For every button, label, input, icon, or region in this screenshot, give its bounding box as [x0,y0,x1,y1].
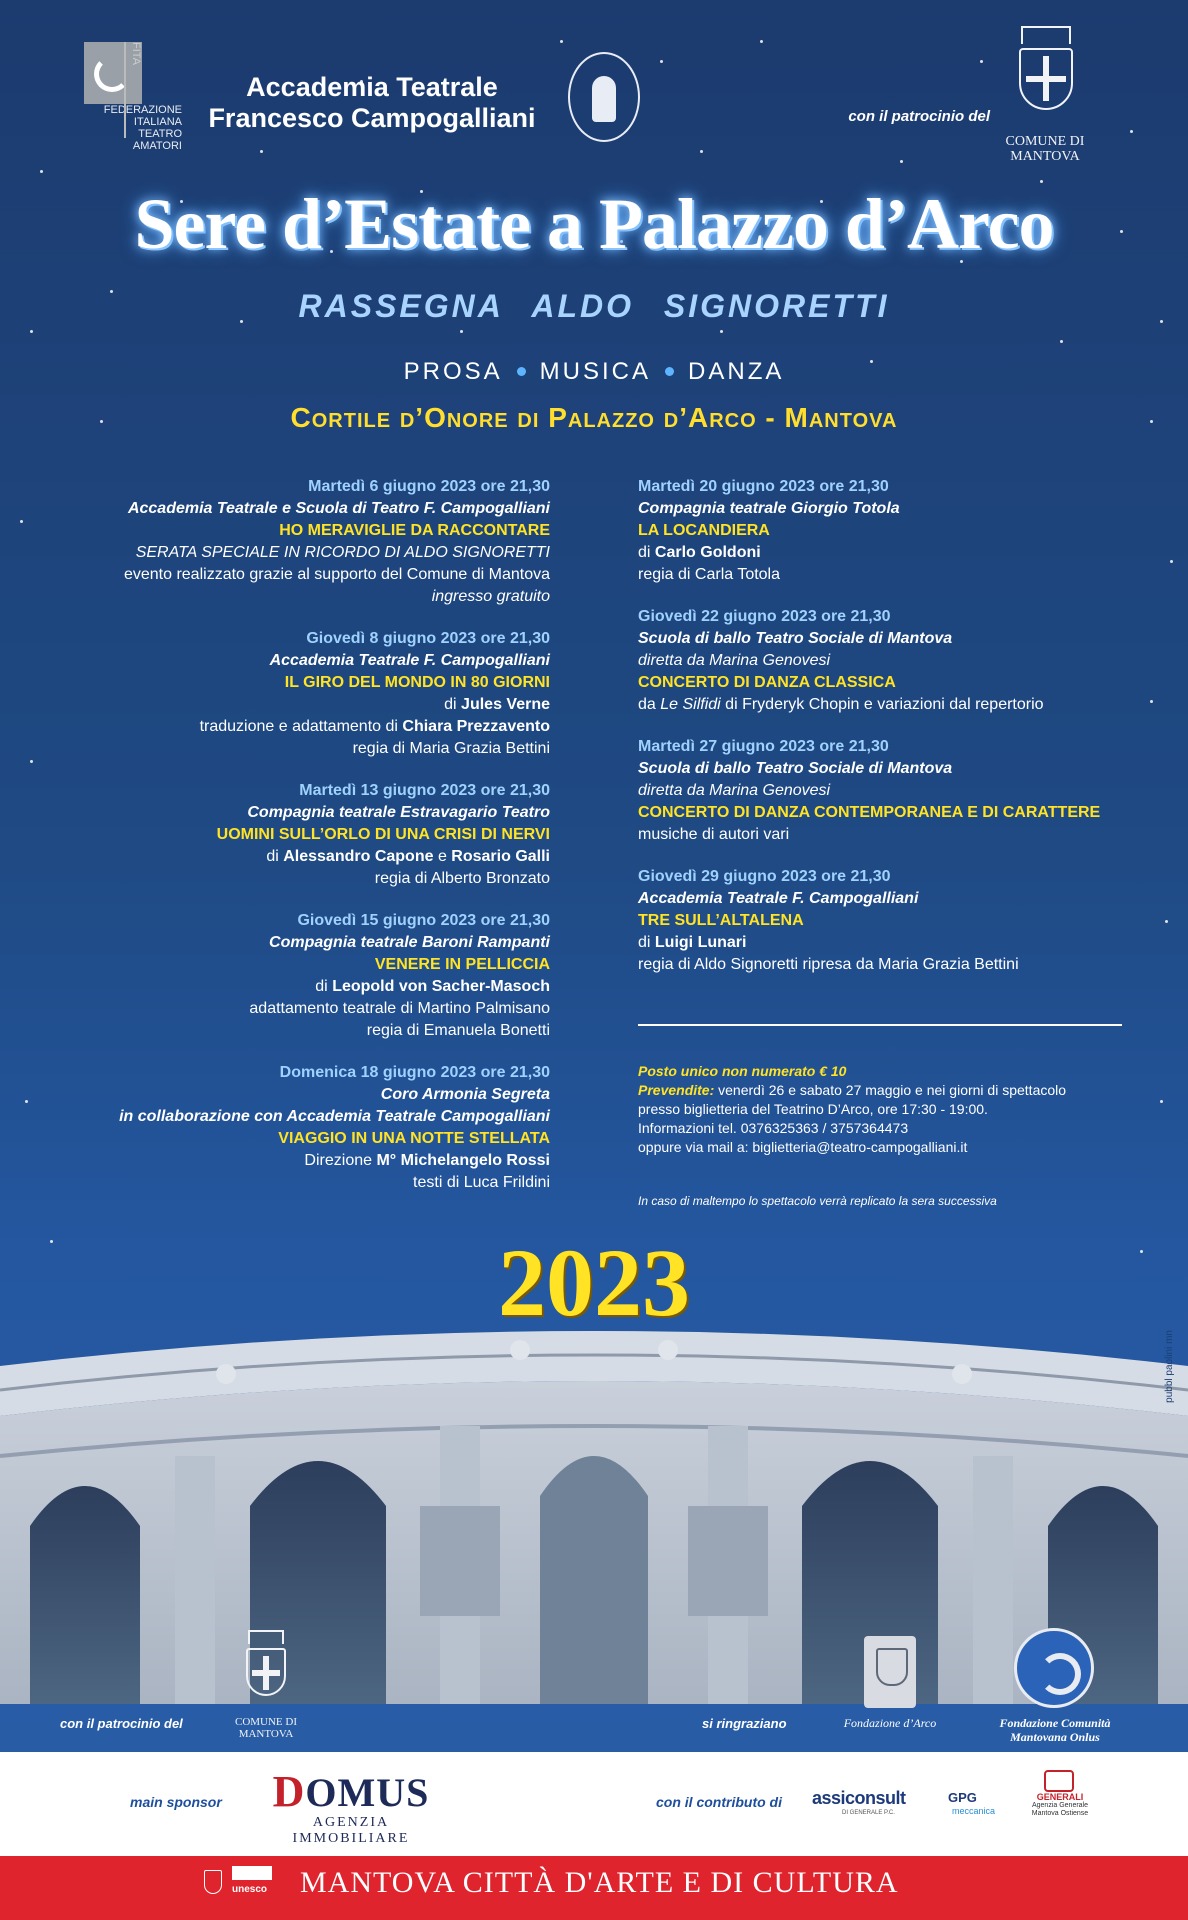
info-divider [638,1024,1122,1026]
academy-line-2: Francesco Campogalliani [208,103,536,133]
event [60,780,550,890]
events-left-column [60,476,550,1214]
presale [638,1081,1138,1100]
star [1170,560,1173,563]
domus-name [256,1767,446,1816]
domus-initial: D [272,1767,306,1816]
venue: Cortile d’Onore di Palazzo d’Arco - Mantova [290,402,898,433]
academy-seal-icon [568,52,640,142]
main-title: Sere d’Estate a Palazzo d’Arco [134,184,1054,264]
event-work: Le Silfidi [660,696,721,713]
event-detail: traduzione e adattamento di Chiara Prezzavento [199,718,550,735]
patron-label-top: con il patrocinio del [848,108,990,125]
star [700,150,703,153]
event [638,736,1138,846]
event-date: Giovedì 29 giugno 2023 ore 21,30 [638,868,891,885]
main-sponsor-label: main sponsor [130,1794,222,1810]
event-company: Scuola di ballo Teatro Sociale di Mantova [638,760,953,777]
event-title: LA LOCANDIERA [638,522,770,539]
event-detail: Direzione M° Michelangelo Rossi [304,1152,550,1169]
events-right-column [638,476,1138,996]
lion-icon [1044,1770,1074,1792]
event-date: Giovedì 8 giugno 2023 ore 21,30 [306,630,550,647]
fondazione-comunita-logo-icon [1014,1628,1094,1708]
event-title: TRE SULL’ALTALENA [638,912,804,929]
fondazione-comunita-label [960,1716,1150,1744]
event-title: UOMINI SULL’ORLO DI UNA CRISI DI NERVI [216,826,550,843]
star [1060,340,1063,343]
event-author: Leopold von Sacher-Masoch [332,978,550,995]
event-date: Martedì 13 giugno 2023 ore 21,30 [299,782,550,799]
star [1130,130,1133,133]
event-detail: regia di Aldo Signoretti ripresa da Maria Grazia Bettini [638,956,1019,973]
weather-note: In caso di maltempo lo spettacolo verrà replicato la sera successiva [638,1194,997,1208]
event-author: M° Michelangelo Rossi [376,1152,550,1169]
event-detail: di Carlo Goldoni [638,544,761,561]
comune-label [222,1716,310,1740]
academy-line-1: Accademia Teatrale [246,72,498,102]
fondazione-arco-logo-icon [864,1636,916,1708]
event-company: Compagnia teatrale Baroni Rampanti [269,934,550,951]
star [760,40,763,43]
event-company-director: diretta da Marina Genovesi [638,782,831,799]
event-company: Compagnia teatrale Giorgio Totola [638,500,900,517]
comune-line-2: MANTOVA [238,1728,294,1740]
star [720,330,723,333]
event-date: Giovedì 22 giugno 2023 ore 21,30 [638,608,891,625]
event-author: Luigi Lunari [654,934,747,951]
academy-name [182,72,562,134]
star [980,60,983,63]
event-date: Giovedì 15 giugno 2023 ore 21,30 [297,912,550,929]
thanks-label: si ringraziano [702,1716,787,1731]
event-company: Coro Armonia Segreta [380,1086,550,1103]
genre-danza: DANZA [688,358,785,385]
event-detail: testi di Luca Frildini [413,1174,550,1191]
fondazione-arco-label: Fondazione d’Arco [843,1716,937,1730]
gpg-sub: meccanica [952,1806,996,1816]
event-detail: di Alessandro Capone e Rosario Galli [266,848,550,865]
event-detail: di Luigi Lunari [638,934,747,951]
footer-logos [204,1862,282,1912]
bullet-icon [517,367,526,376]
event-company-collab: in collaborazione con Accademia Teatrale Campogalliani [119,1108,550,1125]
assiconsult-logo: assiconsult [812,1788,906,1808]
event-company: Accademia Teatrale F. Campogalliani [638,890,919,907]
event-title: CONCERTO DI DANZA CLASSICA [638,674,896,691]
generali-logo [1020,1770,1100,1818]
star [260,150,263,153]
event-title: VIAGGIO IN UNA NOTTE STELLATA [278,1130,550,1147]
fondazione-line-1: Fondazione Comunità [999,1716,1111,1730]
event-detail: regia di Maria Grazia Bettini [352,740,550,757]
star [1150,700,1153,703]
star [1165,920,1168,923]
ticket-info [638,1062,1138,1157]
event-company: Scuola di ballo Teatro Sociale di Mantova [638,630,953,647]
event-author: Alessandro Capone [283,848,434,865]
star [660,60,663,63]
presale-text: venerdì 26 e sabato 27 maggio e nei giorni di spettacolo [714,1082,1067,1098]
event-detail: regia di Alberto Bronzato [374,870,550,887]
event-date: Martedì 27 giugno 2023 ore 21,30 [638,738,889,755]
info-phone: Informazioni tel. 0376325363 / 3757364473 [638,1120,909,1136]
event-detail: musiche di autori vari [638,826,790,843]
event-detail: di Jules Verne [444,696,550,713]
event-company: Accademia Teatrale e Scuola di Teatro F. Campogalliani [127,500,550,517]
event [638,866,1138,976]
event-title: VENERE IN PELLICCIA [374,956,550,973]
comune-line-2: MANTOVA [1010,149,1080,164]
event-author: Carlo Goldoni [654,544,761,561]
event [60,628,550,760]
fita-line: FEDERAZIONE [103,104,182,116]
fondazione-line-2: Mantovana Onlus [1010,1730,1100,1744]
unesco-temple-icon [232,1866,272,1880]
footer-text: MANTOVA CITTÀ D'ARTE E DI CULTURA [300,1866,899,1899]
crown-icon [248,1630,284,1644]
comune-label [995,134,1095,164]
event-author: Jules Verne [461,696,550,713]
event-detail: evento realizzato grazie al supporto del Comune di Mantova [123,566,550,583]
event-title: IL GIRO DEL MONDO IN 80 GIORNI [284,674,550,691]
fita-line: AMATORI [132,140,182,152]
event [638,606,1138,716]
crest-icon [246,1648,286,1696]
star [40,170,43,173]
subtitle: RASSEGNA ALDO SIGNORETTI [298,288,890,324]
comune-line-1: COMUNE DI [234,1716,298,1728]
star [30,760,33,763]
generali-name: GENERALI [1036,1792,1084,1802]
fita-line: TEATRO [138,128,182,140]
event-title: HO MERAVIGLIE DA RACCONTARE [279,522,550,539]
generali-sub: Agenzia Generale Mantova Ostiense [1031,1802,1089,1817]
event-detail: adattamento teatrale di Martino Palmisano [249,1000,550,1017]
comune-logo-bottom [228,1626,304,1744]
domus-rest: OMUS [305,1770,430,1815]
info-line: presso biglietteria del Teatrino D’Arco, ore 17:30 - 19:00. [638,1101,988,1117]
event-detail: ingresso gratuito [431,588,550,605]
comune-line-1: COMUNE DI [1005,134,1085,149]
event [60,910,550,1042]
domus-sub: AGENZIA IMMOBILIARE [292,1815,410,1846]
credit-text: pubbl paolini mn [1164,1330,1175,1403]
event-detail: regia di Emanuela Bonetti [366,1022,550,1039]
event-date: Martedì 6 giugno 2023 ore 21,30 [308,478,550,495]
event-author: Chiara Prezzavento [402,718,550,735]
event-detail: regia di Carla Totola [638,566,781,583]
domus-logo [256,1767,446,1847]
year: 2023 [498,1229,690,1336]
star [900,160,903,163]
city-crest-icon [204,1870,222,1894]
unesco-label: unesco [232,1884,268,1895]
price: Posto unico non numerato € 10 [638,1063,847,1079]
star [30,330,33,333]
comune-logo-top [995,22,1095,164]
star [560,40,563,43]
crown-icon [1021,26,1071,44]
assiconsult-sub: DI GENERALE P.C. [842,1810,895,1816]
event [60,476,550,608]
star [460,330,463,333]
crest-icon [1019,48,1073,110]
star [20,520,23,523]
event-author: Rosario Galli [451,848,550,865]
presale-label: Prevendite: [638,1082,715,1098]
bullet-icon [665,367,674,376]
patron-label-bottom: con il patrocinio del [60,1716,183,1731]
fita-side-text: FITA [124,42,142,138]
event [638,476,1138,586]
info-email: oppure via mail a: biglietteria@teatro-campogalliani.it [638,1139,968,1155]
event-company: Compagnia teatrale Estravagario Teatro [247,804,550,821]
contrib-label: con il contributo di [656,1794,782,1810]
event-detail: da Le Silfidi di Fryderyk Chopin e variazioni dal repertorio [638,696,1044,713]
event-detail: SERATA SPECIALE IN RICORDO DI ALDO SIGNORETTI [135,544,550,561]
event-date: Martedì 20 giugno 2023 ore 21,30 [638,478,889,495]
star [25,1100,28,1103]
genres [0,358,1188,386]
event-company: Accademia Teatrale F. Campogalliani [269,652,550,669]
genre-prosa: PROSA [403,358,503,385]
event-company-director: diretta da Marina Genovesi [638,652,831,669]
event-detail: di Leopold von Sacher-Masoch [315,978,550,995]
event [60,1062,550,1194]
genre-musica: MUSICA [539,358,652,385]
event-title: CONCERTO DI DANZA CONTEMPORANEA E DI CARATTERE [638,804,1101,821]
gpg-logo: GPG [948,1790,977,1805]
palazzo-arcade-illustration [0,1306,1188,1704]
fita-line: ITALIANA [133,116,182,128]
star [1160,1100,1163,1103]
event-date: Domenica 18 giugno 2023 ore 21,30 [279,1064,550,1081]
